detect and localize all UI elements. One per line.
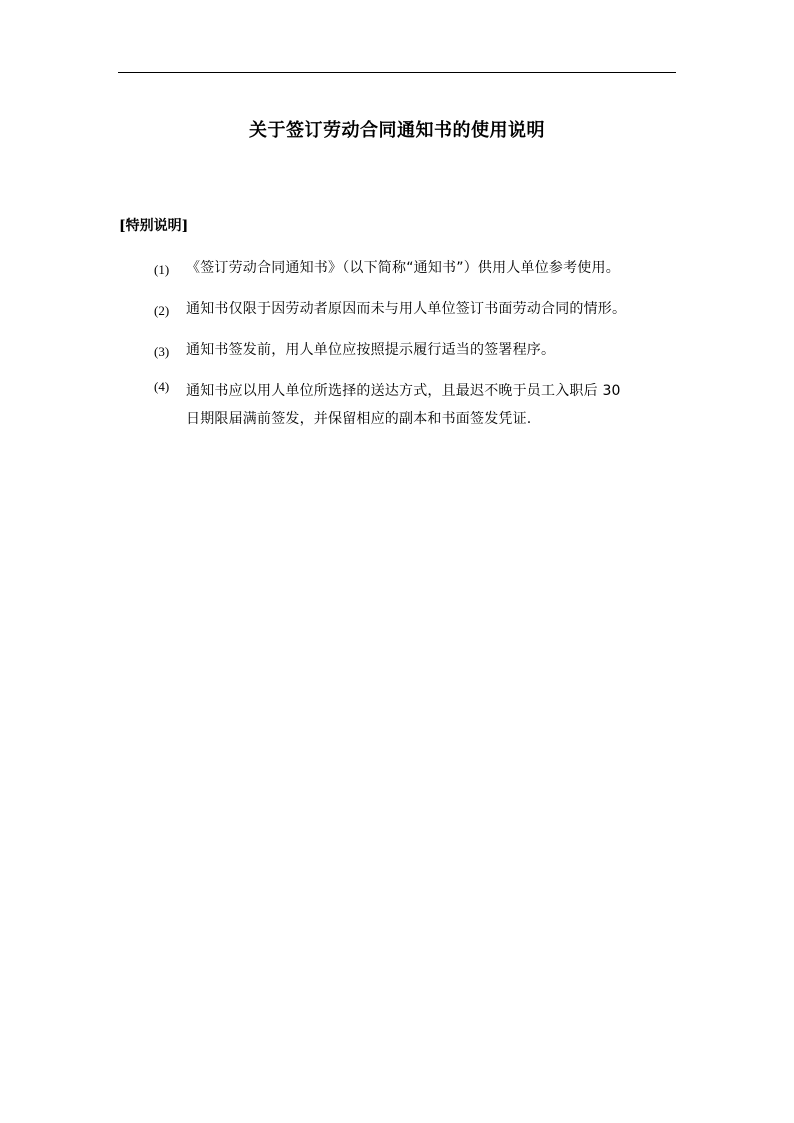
note-text-line-1: 通知书应以用人单位所选择的送达方式，且最迟不晚于员工入职后 30 xyxy=(186,383,621,399)
note-text-line-2: 日期限届满前签发，并保留相应的副本和书面签发凭证. xyxy=(186,411,532,427)
note-item-2 xyxy=(154,298,684,320)
note-item-4 xyxy=(154,374,684,436)
header-rule xyxy=(118,72,676,73)
note-item-1 xyxy=(154,257,684,279)
note-number: (4) xyxy=(154,379,170,394)
notes-list xyxy=(154,257,684,455)
note-number: (2) xyxy=(154,303,170,318)
section-heading: [特别说明] xyxy=(119,218,189,234)
note-number: (3) xyxy=(154,344,170,359)
note-text: 《签订劳动合同通知书》（以下简称“通知书”）供用人单位参考使用。 xyxy=(186,260,620,276)
note-text: 通知书签发前，用人单位应按照提示履行适当的签署程序。 xyxy=(186,342,556,358)
document-title: 关于签订劳动合同通知书的使用说明 xyxy=(249,120,545,141)
note-item-3 xyxy=(154,339,684,361)
note-number: (1) xyxy=(154,262,170,277)
note-text: 通知书仅限于因劳动者原因而未与用人单位签订书面劳动合同的情形。 xyxy=(186,301,627,317)
